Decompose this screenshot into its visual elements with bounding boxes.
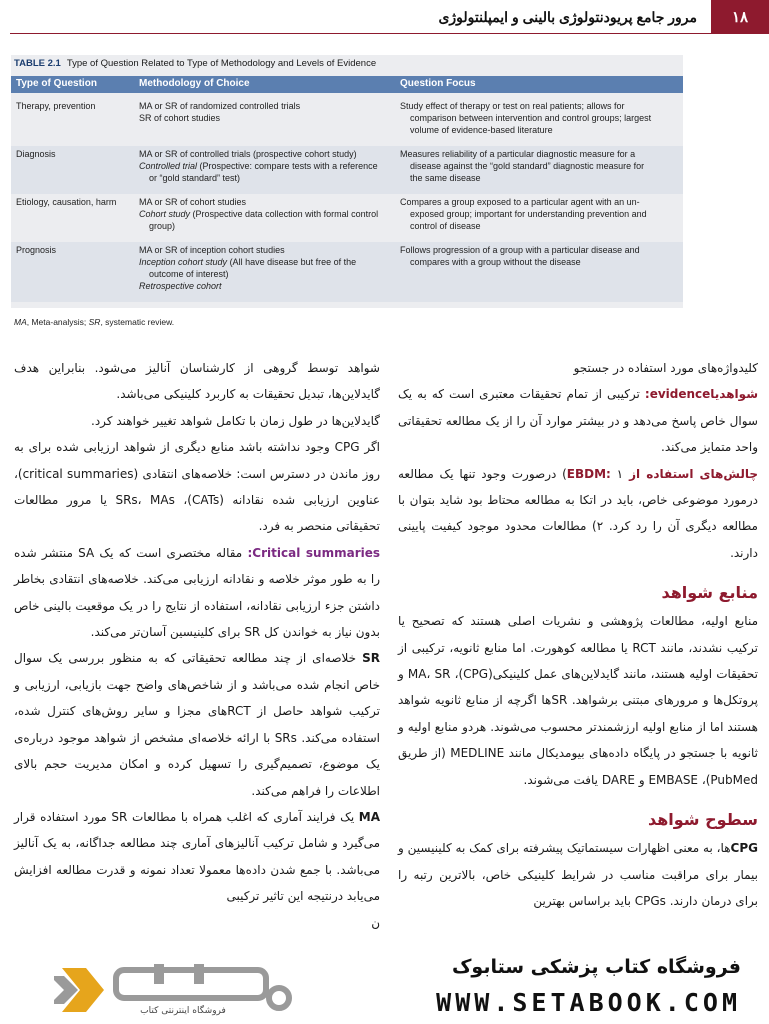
- paragraph-text: ۱) درصورت وجود تنها یک مطالعه درمورد موضوعی خاص، باید در اتکا به مطالعه محتاط بود شاید بتوان با مطالعه دیگری آن را رد کرد. ۲) مطالعات محدود موجود کیفیت پایینی دارند.: [398, 466, 758, 560]
- focus-line: comparison between intervention and control groups; largest: [410, 113, 652, 123]
- term-ma: MA: [358, 809, 380, 824]
- method-line: MA or SR of inception cohort studies: [139, 245, 285, 255]
- note-sr-rest: , systematic review.: [100, 317, 175, 327]
- cell-focus: [400, 100, 680, 136]
- method-line: SR of cohort studies: [139, 113, 221, 123]
- paragraph: [398, 835, 758, 914]
- method-line: Retrospective cohort: [139, 281, 222, 291]
- paragraph-text: ترکیبی از تمام تحقیقات معتبری است که به یک سوال خاص پاسخ می‌دهد و در بیشتر موارد آن را از یک مطالعه تحقیقاتی واحد متمایز می‌کند.: [398, 387, 758, 455]
- left-column: [14, 355, 380, 936]
- paragraph: شواهد توسط گروهی از کارشناسان آنالیز می‌شود. بنابراین هدف گایدلاین‌ها، تبدیل تحقیقات به کاربرد کلینیکی می‌باشد.: [14, 361, 380, 402]
- cell-type: Prognosis: [16, 245, 57, 255]
- cell-type: Diagnosis: [16, 149, 56, 159]
- focus-line: the same disease: [410, 173, 481, 183]
- method-italic: Inception cohort study: [139, 257, 228, 267]
- cell-focus: [400, 244, 680, 268]
- term-ebdm: چالش‌های استفاده از EBDM:: [566, 466, 759, 481]
- focus-line: exposed group; important for understanding prevention and: [410, 209, 647, 219]
- evidence-table: [11, 55, 683, 308]
- chevron-icon: [54, 968, 104, 1012]
- method-line: [139, 256, 394, 268]
- term-critical-summaries: Critical summaries:: [247, 545, 381, 560]
- method-rest: (All have disease but free of the: [227, 257, 357, 267]
- focus-line: Measures reliability of a particular diagnostic measure for a: [400, 149, 636, 159]
- cell-method: [139, 196, 394, 232]
- table-footnote: [14, 317, 174, 327]
- method-line: MA or SR of cohort studies: [139, 197, 247, 207]
- shop-name: فروشگاه کتاب پزشکی ستابوک: [451, 956, 741, 978]
- paragraph: [14, 540, 380, 646]
- heading-evidence-levels: سطوح شواهد: [647, 810, 758, 830]
- table-row: [11, 98, 683, 146]
- term-sr: SR: [362, 651, 380, 666]
- header-rule: [10, 33, 711, 34]
- method-italic: Controlled trial: [139, 161, 198, 171]
- paragraph-text: یک فرایند آماری که اغلب همراه با مطالعات SR مورد استفاده قرار می‌گیرد و شامل ترکیب آنالیزهای آماری چند مطالعه جداگانه، به یک آنالیز می‌باشد. با جمع شدن داده‌ها معمولا تعداد نمونه و قدرت مطالعه افزایش می‌یابد درنتیجه این تاثیر ترکیبی: [14, 809, 380, 904]
- table-caption-label: TABLE 2.1: [14, 58, 61, 69]
- running-title: مرور جامع پریودنتولوژی بالینی و ایمپلنتولوژی: [438, 9, 697, 25]
- focus-line: compares with a group without the disease: [410, 257, 581, 267]
- method-rest: (Prospective data collection with formal control: [190, 209, 379, 219]
- focus-line: Compares a group exposed to a particular agent with an un-: [400, 197, 640, 207]
- logo-subtitle: فروشگاه اینترنتی کتاب: [140, 1006, 226, 1016]
- method-italic: Cohort study: [139, 209, 191, 219]
- focus-line: volume of evidence-based literature: [410, 125, 553, 135]
- table-header-method: Methodology of Choice: [139, 78, 250, 89]
- paragraph-text: خلاصه‌ای از چند مطالعه تحقیقاتی که به منظور بررسی یک سوال خاص انجام شده می‌باشد و از شاخص‌های واضح جهت بازیابی، ارزیابی و ترکیب شواهد حاصل از RCTهای مجزا و سایر روش‌های کنترل شده، استفاده می‌کند. SRs با ارائه خلاصه‌ای مشخص از شواهد موجود درباره‌ی یک موضوع، تصمیم‌گیری را تسهیل کرده و امکان مدیریت حجم بالای اطلاعات را فراهم می‌کند.: [14, 651, 381, 798]
- table-row: [11, 146, 683, 194]
- method-line: MA or SR of controlled trials (prospective cohort study): [139, 149, 357, 159]
- paragraph: [398, 381, 758, 460]
- table-row: [11, 242, 683, 302]
- focus-line: disease against the “gold standard” diagnostic measure for: [410, 161, 645, 171]
- table-header-row: [11, 76, 683, 93]
- method-line: MA or SR of randomized controlled trials: [139, 101, 301, 111]
- table-row: [11, 194, 683, 242]
- paragraph: اگر CPG وجود نداشته باشد منابع دیگری از شواهد ارزیابی شده برای به روز ماندن در دسترس است: خلاصه‌های انتقادی (critical summaries)، عناوین ارزیابی شده نقادانه (CATs)، SRs، MAs یا مرور مطالعات تحقیقاتی منحصر به فرد.: [14, 440, 381, 534]
- paragraph: گایدلاین‌ها در طول زمان با تکامل شواهد تغییر خواهند کرد.: [91, 413, 380, 428]
- note-ma-rest: , Meta-analysis;: [26, 317, 89, 327]
- note-sr: SR: [88, 317, 101, 327]
- table-header-type: Type of Question: [16, 78, 97, 89]
- method-line: [139, 208, 394, 220]
- heading-evidence-sources: منابع شواهد: [661, 583, 758, 603]
- term-evidence: شواهدیاevidence:: [644, 387, 758, 402]
- cell-method: [139, 100, 394, 124]
- cell-focus: [400, 196, 680, 232]
- focus-line: Study effect of therapy or test on real patients; allows for: [400, 101, 625, 111]
- page-header: [10, 0, 769, 34]
- cell-method: [139, 148, 394, 184]
- shop-url[interactable]: WWW.SETABOOK.COM: [436, 988, 741, 1017]
- method-line: outcome of interest): [149, 269, 229, 279]
- focus-line: Follows progression of a group with a particular disease and: [400, 245, 640, 255]
- term-cpg: CPG: [730, 841, 758, 856]
- page-number: ۱۸: [711, 0, 769, 34]
- paragraph: کلیدواژه‌های مورد استفاده در جستجو: [573, 361, 758, 375]
- method-line: or “gold standard” test): [149, 173, 241, 183]
- method-rest: (Prospective: compare tests with a reference: [197, 161, 378, 171]
- table-caption-text: Type of Question Related to Type of Methodology and Levels of Evidence: [66, 58, 377, 69]
- cell-type: Etiology, causation, harm: [16, 197, 117, 207]
- method-line: [139, 160, 394, 172]
- focus-line: control of disease: [410, 221, 481, 231]
- setabook-logotype-icon: [116, 964, 289, 1008]
- method-line: group): [149, 221, 176, 231]
- cell-focus: [400, 148, 680, 184]
- paragraph-text: ها، به معنی اظهارات سیستماتیک پیشرفته برای کمک به کلینیسین و بیمار برای مراقبت مناسب در شرایط کلینیکی خاص، بالاترین رتبه را برای درمان دارند. CPGs باید براساس بهترین: [398, 841, 758, 908]
- table-header-focus: Question Focus: [400, 78, 476, 89]
- right-column: [398, 355, 758, 914]
- paragraph: [398, 461, 758, 567]
- paragraph: [14, 804, 380, 910]
- paragraph-tail: ن: [371, 915, 380, 930]
- paragraph: منابع اولیه، مطالعات پژوهشی و نشریات اصلی هستند که تصحیح یا ترکیب نشدند، مانند RCT یا مطالعه کوهورت. اما منابع ثانویه، ترکیبی از تحقیقات اولیه هستند، مانند گایدلاین‌های عمل کلینیکی(CPG)، MA، SR و پروتکل‌ها و مرورهای مبتنی برشواهد. SRها اگرچه از منابع ثانویه شواهد هستند اما از منابع اولیه ارزشمندتر محسوب می‌شوند. هردو منابع اولیه و ثانویه با جستجو در پایگاه داده‌های بیومدیکال مانند MEDLINE (از طریق PubMed)، EMBASE و DARE یافت می‌شوند.: [398, 614, 758, 787]
- cell-method: [139, 244, 394, 292]
- note-ma: MA: [14, 317, 27, 327]
- cell-type: Therapy, prevention: [16, 101, 96, 111]
- paragraph: [14, 645, 380, 803]
- table-caption: [14, 58, 376, 69]
- paragraph-text: مقاله مختصری است که یک SA منتشر شده را به طور موثر خلاصه و نقادانه ارزیابی می‌کند. خلاصه‌های انتقادی بخاطر داشتن جزء ارزیابی نقادانه، استفاده از نتایج را در یک موقعیت بالینی خاص بدون نیاز به خواندن کل SR برای کلینیسین آسان‌تر می‌کند.: [14, 545, 380, 640]
